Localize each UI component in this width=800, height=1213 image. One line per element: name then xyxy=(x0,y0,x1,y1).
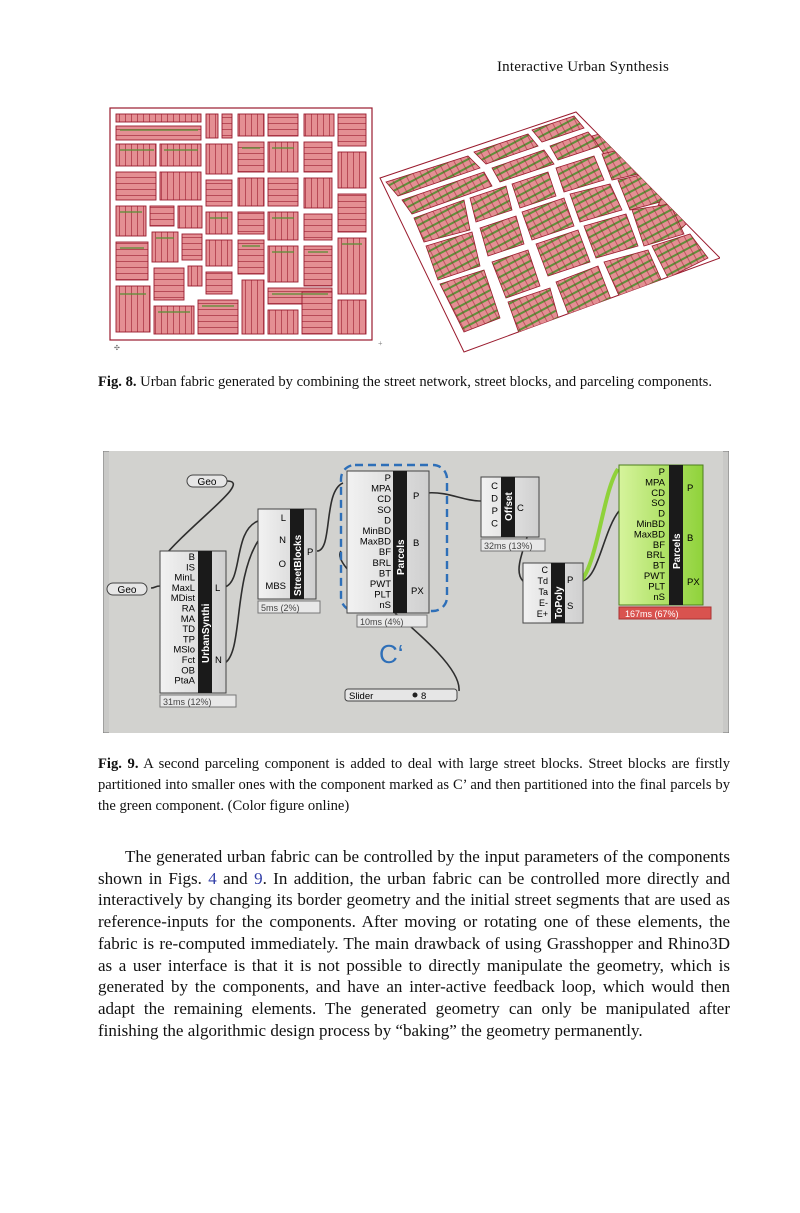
parcels-c-input-port: BF xyxy=(378,547,391,559)
topoly-output-s: S xyxy=(567,601,574,612)
parcels-c-input-port: SO xyxy=(377,504,391,516)
figure-9-grasshopper-canvas xyxy=(103,451,729,733)
offset-component[interactable] xyxy=(481,477,545,551)
parcels-c-timing: 10ms (4%) xyxy=(360,617,404,627)
parcels-c-input-port: nS xyxy=(379,600,391,612)
parcels-green-input-port: SO xyxy=(651,498,665,510)
body-text xyxy=(98,846,730,1041)
urbansynthi-input-port: MSlo xyxy=(173,644,195,656)
parcels-green-title: Parcels xyxy=(672,533,683,569)
parcels-c-input-port: P xyxy=(384,473,391,484)
figure-9-caption-text: A second parceling component is added to deal with large street blocks. Street blocks are firstly partitioned into smaller ones with the component marked as C’ and then partitioned into the final parcels by the green component. (Color figure online) xyxy=(98,756,730,814)
urbansynthi-input-port: MA xyxy=(180,613,195,625)
streetblocks-input-mbs: MBS xyxy=(265,581,286,592)
urbansynthi-input-port: RA xyxy=(181,603,195,615)
parcels-c-title: Parcels xyxy=(396,539,407,575)
urbansynthi-input-port: TD xyxy=(182,624,195,636)
parcels-c-input-port: MaxBD xyxy=(359,536,391,548)
topoly-title: ToPoly xyxy=(554,586,565,619)
offset-input-port: D xyxy=(491,493,498,505)
figure-9-caption xyxy=(98,754,730,817)
offset-input-port: C xyxy=(491,518,498,530)
figure-9-label: Fig. 9. xyxy=(98,756,139,772)
figure-8-label: Fig. 8. xyxy=(98,374,137,390)
urbansynthi-timing: 31ms (12%) xyxy=(163,697,212,707)
parcels-c-input-port: MPA xyxy=(371,483,391,495)
parcels-green-timing: 167ms (67%) xyxy=(625,609,679,619)
geo-param-top-label: Geo xyxy=(197,477,217,488)
slider-handle[interactable] xyxy=(413,693,418,698)
body-paragraph xyxy=(98,846,730,1041)
geo-param-left-label: Geo xyxy=(117,585,137,596)
offset-input-port: C xyxy=(491,481,498,492)
body-text-part-2: . In addition, the urban fabric can be controlled more directly and interactively by changing its border geometry and the initial street segments that are used as reference-inputs for the components. After moving or rotating one of these elements, the fabric is re-computed immediately. The main drawback of using Grasshopper and Rhino3D as a user interface is that it is not possible to directly manipulate the geometry, which is generated by the components, and have an inter-active feedback loop, which would then adapt the remaining elements. The generated geometry can only be manipulated after finishing the algorithmic design process by “baking” the geometry permanently. xyxy=(98,868,731,1040)
topoly-component[interactable] xyxy=(523,563,583,623)
urbansynthi-input-port: B xyxy=(188,552,195,563)
parcels-c-input-port: PWT xyxy=(369,579,391,590)
parcels-green-output-p: P xyxy=(687,483,694,494)
figure-8 xyxy=(108,106,720,354)
figure-8-caption-text: Urban fabric generated by combining the street network, street blocks, and parceling components. xyxy=(140,374,712,390)
figure-8-caption xyxy=(98,372,730,393)
streetblocks-component[interactable] xyxy=(258,509,320,613)
parcels-green-input-port: BT xyxy=(652,560,665,572)
urbansynthi-input-port: Fct xyxy=(181,655,195,666)
plan-view xyxy=(110,108,372,340)
parcels-c-input-port: MinBD xyxy=(362,526,391,537)
c-prime-label: C‘ xyxy=(379,639,404,669)
offset-output-c: C xyxy=(517,503,524,514)
body-text-and: and xyxy=(223,868,248,888)
geo-param-left[interactable] xyxy=(107,583,147,596)
plan-mark: ✣ xyxy=(114,344,120,352)
figure-4-link[interactable]: 4 xyxy=(208,868,217,888)
topoly-output-p: P xyxy=(567,575,574,586)
parcels-c-output-px: PX xyxy=(411,586,424,597)
parcels-green-input-port: PLT xyxy=(648,581,665,593)
parcels-c-input-port: PLT xyxy=(374,589,391,601)
urbansynthi-input-port: OB xyxy=(181,665,195,677)
parcels-green-input-port: P xyxy=(658,467,665,478)
streetblocks-timing: 5ms (2%) xyxy=(261,603,300,613)
perspective-mark: + xyxy=(378,339,383,348)
streetblocks-input-l: L xyxy=(280,513,286,524)
parcels-c-input-port: BT xyxy=(378,568,391,580)
parcels-green-input-port: D xyxy=(658,508,665,520)
streetblocks-input-o: O xyxy=(278,559,286,570)
urbansynthi-input-port: MaxL xyxy=(171,582,195,594)
slider-value: 8 xyxy=(421,691,427,702)
running-head: Interactive Urban Synthesis xyxy=(496,59,669,75)
parcels-green-input-port: MaxBD xyxy=(633,529,665,541)
topoly-input-port: E- xyxy=(539,598,548,608)
parcels-green-input-port: BF xyxy=(652,539,665,551)
urbansynthi-input-port: MinL xyxy=(174,572,195,584)
topoly-input-port: Td xyxy=(537,576,548,586)
offset-input-port: P xyxy=(491,506,498,517)
parcels-green-output-px: PX xyxy=(687,577,700,588)
streetblocks-title: StreetBlocks xyxy=(293,534,304,596)
parcels-green-input-port: MPA xyxy=(645,477,665,489)
offset-inputs xyxy=(491,481,498,530)
parcels-c-input-port: BRL xyxy=(372,557,391,569)
streetblocks-input-n: N xyxy=(279,535,286,546)
urbansynthi-input-port: IS xyxy=(186,562,195,574)
offset-title: Offset xyxy=(504,492,515,521)
parcels-green-input-port: MinBD xyxy=(636,519,665,530)
geo-param-top[interactable] xyxy=(187,475,227,488)
urbansynthi-input-port: PtaA xyxy=(174,675,195,687)
topoly-input-port: E+ xyxy=(536,609,548,619)
parcels-c-output-b: B xyxy=(413,538,420,549)
parcels-c-input-port: CD xyxy=(377,494,391,506)
slider[interactable] xyxy=(345,689,457,702)
parcels-green-input-port: PWT xyxy=(643,571,665,582)
figure-9-link[interactable]: 9 xyxy=(254,868,263,888)
parcels-c-input-port: D xyxy=(384,515,391,527)
urbansynthi-output-n: N xyxy=(215,655,222,666)
urbansynthi-component[interactable] xyxy=(160,551,236,707)
parcels-green-component[interactable] xyxy=(619,465,711,619)
streetblocks-output-p: P xyxy=(307,547,314,558)
urbansynthi-input-port: TP xyxy=(182,634,195,646)
parcels-green-input-port: BRL xyxy=(646,550,665,562)
parcels-green-output-b: B xyxy=(687,533,694,544)
parcels-green-input-port: nS xyxy=(653,591,665,603)
urbansynthi-title: UrbanSynthi xyxy=(201,603,212,663)
parcels-c-output-p: P xyxy=(413,491,420,502)
perspective-view xyxy=(380,112,720,352)
parcels-green-input-port: CD xyxy=(651,487,665,499)
urbansynthi-output-l: L xyxy=(215,583,221,594)
topoly-input-port: Ta xyxy=(538,587,548,597)
slider-label: Slider xyxy=(349,691,374,702)
topoly-input-port: C xyxy=(541,565,548,575)
offset-timing: 32ms (13%) xyxy=(484,541,533,551)
body-text-part-1: The generated urban fabric can be controlled by the input parameters of the components shown in Figs. xyxy=(98,847,730,888)
urbansynthi-input-port: MDist xyxy=(170,593,195,605)
